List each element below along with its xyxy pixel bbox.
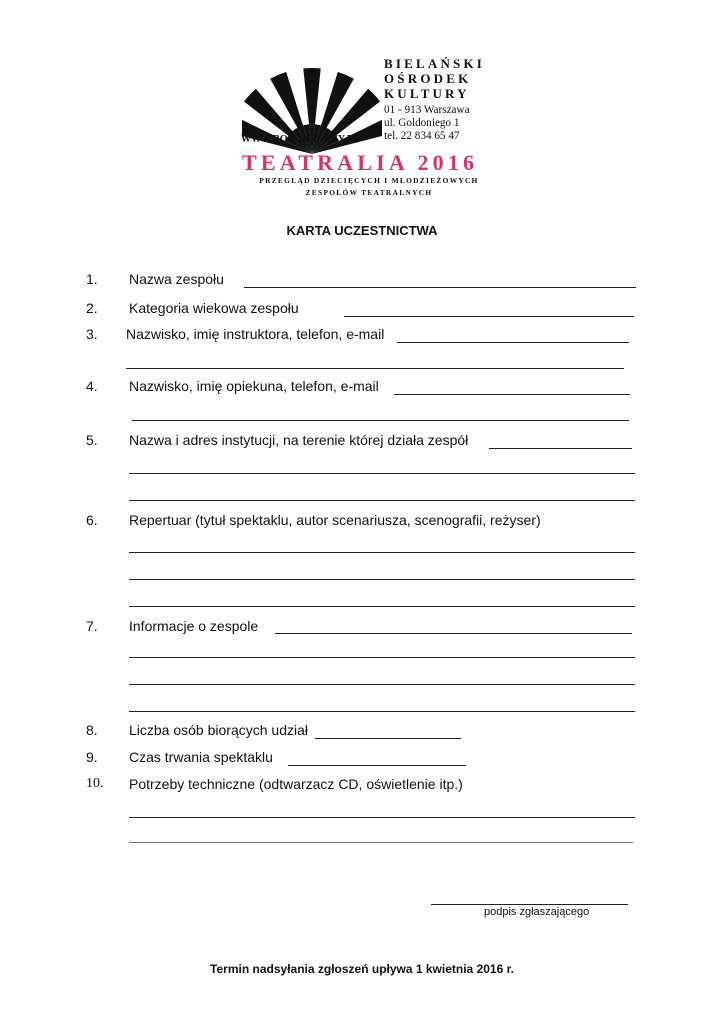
org-name-line-1: BIELAŃSKI [384,56,486,71]
org-name-line-3: KULTURY [384,86,470,101]
field-label-7: Informacje o zespole [129,618,259,634]
address-line-1: 01 - 913 Warszawa [384,104,470,116]
website-text: WWW.BOK-BIELANY.EU [241,134,361,145]
fill-line-team-info-2[interactable] [129,657,635,658]
field-number-2: 2. [86,300,98,316]
fill-line-technical-1[interactable] [129,817,635,818]
field-number-5: 5. [86,432,98,448]
org-name-line-2: OŚRODEK [384,71,472,86]
event-subtitle-1: PRZEGLĄD DZIECIĘCYCH I MŁODZIEŻOWYCH [259,176,479,185]
fill-line-participants[interactable] [315,738,461,739]
field-label-3: Nazwisko, imię instruktora, telefon, e-mail [126,326,385,342]
field-label-5: Nazwa i adres instytucji, na terenie której działa zespół [129,432,469,448]
field-number-7: 7. [86,618,98,634]
field-label-6: Repertuar (tytuł spektaklu, autor scenariusza, scenografii, reżyser) [129,512,541,528]
field-number-6: 6. [86,512,98,528]
fill-line-technical-2[interactable] [129,842,633,843]
org-info [384,56,485,142]
fill-line-team-info-4[interactable] [129,711,635,712]
fill-line-team-info[interactable] [275,633,632,634]
fill-line-instructor-cont[interactable] [126,368,624,369]
fill-line-repertoire-1[interactable] [129,552,635,553]
fill-line-guardian-cont[interactable] [132,420,629,421]
field-number-1: 1. [86,271,98,287]
field-number-4: 4. [86,378,98,394]
fill-line-institution[interactable] [489,448,632,449]
fill-line-team-info-3[interactable] [129,684,635,685]
field-number-10: 10. [86,776,104,791]
field-label-9: Czas trwania spektaklu [129,749,273,765]
field-number-9: 9. [86,749,98,765]
field-number-8: 8. [86,722,98,738]
deadline-note: Termin nadsyłania zgłoszeń upływa 1 kwietnia 2016 r. [210,962,514,976]
fill-line-duration[interactable] [288,765,466,766]
field-label-10: Potrzeby techniczne (odtwarzacz CD, oświetlenie itp.) [129,776,463,792]
field-label-8: Liczba osób biorących udział [129,722,308,738]
fill-line-institution-3[interactable] [129,500,635,501]
fill-line-age-category[interactable] [344,316,634,317]
fill-line-instructor[interactable] [397,342,629,343]
field-label-4: Nazwisko, imię opiekuna, telefon, e-mail [129,378,379,394]
field-number-3: 3. [86,326,98,342]
signature-label: podpis zgłaszającego [484,906,590,918]
fill-line-guardian[interactable] [394,394,630,395]
address-line-2: ul. Goldoniego 1 [384,116,460,129]
form-title: KARTA UCZESTNICTWA [286,223,438,238]
event-title: TEATRALIA 2016 [242,150,479,175]
address-line-3: tel. 22 834 65 47 [384,129,460,142]
signature-line[interactable] [431,904,628,905]
field-label-2: Kategoria wiekowa zespołu [129,300,299,316]
event-subtitle-2: ZESPOŁÓW TEATRALNYCH [305,188,433,197]
header-logo-block [232,52,490,202]
fill-line-repertoire-3[interactable] [129,606,635,607]
fill-line-repertoire-2[interactable] [129,579,635,580]
fill-line-team-name[interactable] [244,287,636,288]
field-label-1: Nazwa zespołu [129,271,224,287]
fill-line-institution-2[interactable] [129,473,635,474]
